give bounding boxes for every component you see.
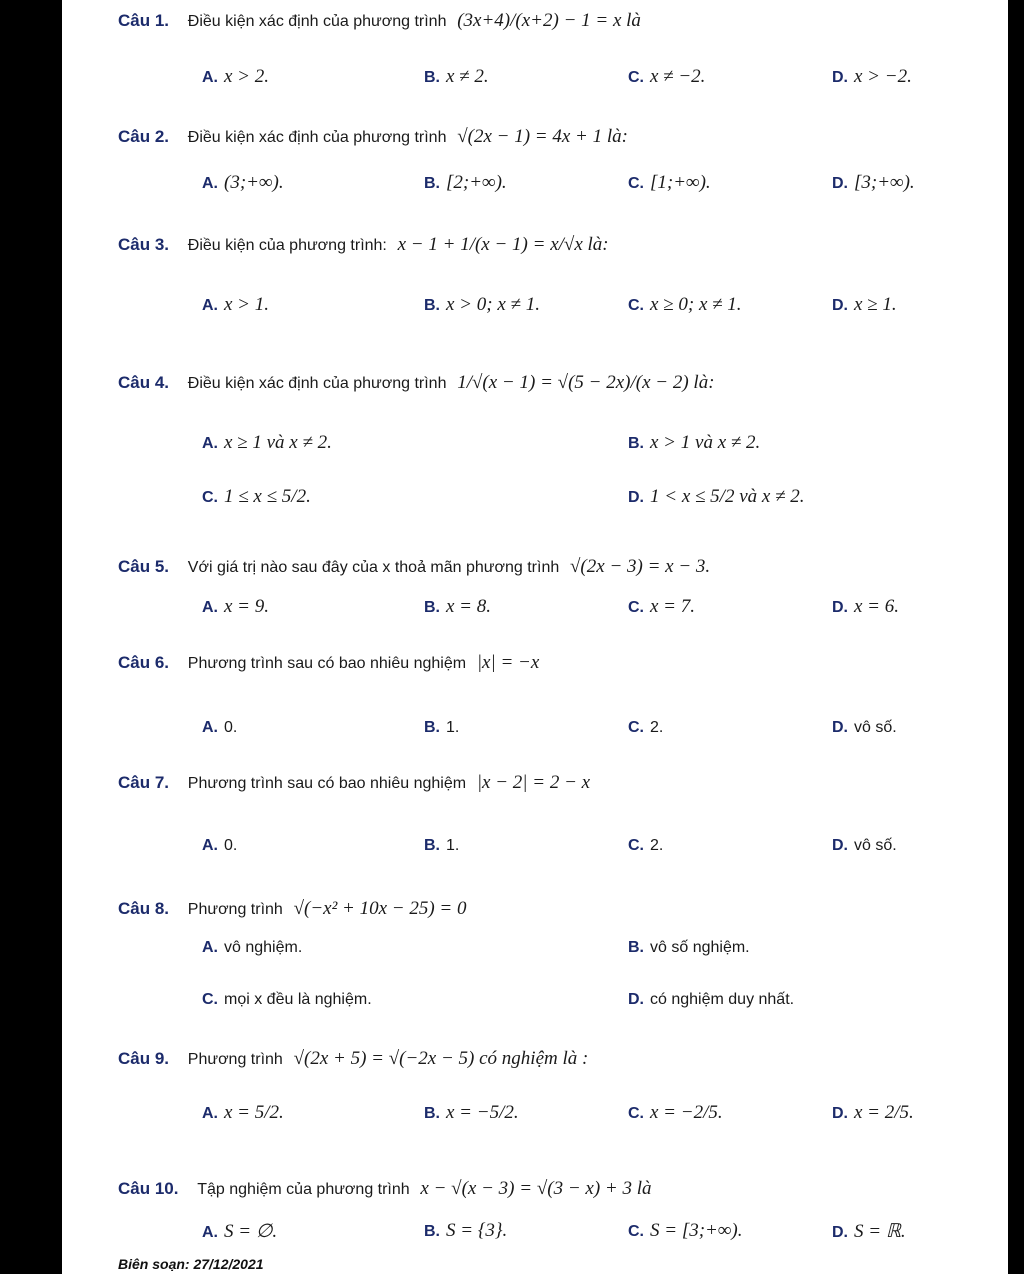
- option-b[interactable]: B. vô số nghiệm.: [628, 939, 750, 956]
- option-a[interactable]: A. x > 1.: [202, 294, 270, 315]
- option-b[interactable]: B. 1.: [424, 837, 460, 854]
- question-math: x − 1 + 1/(x − 1) = x/√x là:: [397, 234, 609, 255]
- question-math: |x − 2| = 2 − x: [476, 772, 591, 793]
- options-row: [202, 1220, 1002, 1250]
- question-stem: Phương trình: [187, 1051, 283, 1068]
- compiled-date-footer: Biên soạn: 27/12/2021: [118, 1256, 264, 1272]
- option-d[interactable]: D. S = ℝ.: [832, 1221, 906, 1242]
- options-row: [202, 294, 1002, 324]
- question-stem: Điều kiện xác định của phương trình: [187, 375, 447, 392]
- question-math: 1/√(x − 1) = √(5 − 2x)/(x − 2) là:: [457, 372, 715, 393]
- option-d[interactable]: D. x = 2/5.: [832, 1102, 914, 1123]
- option-b[interactable]: B. x ≠ 2.: [424, 66, 489, 87]
- option-d[interactable]: D. 1 < x ≤ 5/2 và x ≠ 2.: [628, 486, 805, 507]
- question-math: √(−x² + 10x − 25) = 0: [293, 898, 467, 919]
- question-stem: Phương trình sau có bao nhiêu nghiệm: [187, 775, 467, 792]
- option-c[interactable]: C. x = −2/5.: [628, 1102, 723, 1123]
- question-5: [118, 556, 710, 578]
- option-d[interactable]: D. vô số.: [832, 837, 897, 854]
- option-c[interactable]: C. 2.: [628, 719, 664, 736]
- question-math: √(2x + 5) = √(−2x − 5) có nghiệm là :: [293, 1048, 589, 1069]
- options-row: [202, 988, 1002, 1018]
- option-a[interactable]: A. 0.: [202, 837, 238, 854]
- question-label: Câu 5.: [118, 557, 170, 576]
- option-b[interactable]: B. S = {3}.: [424, 1220, 508, 1241]
- question-10: [118, 1178, 652, 1200]
- options-row: [202, 936, 1002, 966]
- question-stem: Điều kiện xác định của phương trình: [187, 129, 447, 146]
- option-a[interactable]: A. x = 9.: [202, 596, 270, 617]
- question-stem: Phương trình sau có bao nhiêu nghiệm: [187, 655, 467, 672]
- option-d[interactable]: D. vô số.: [832, 719, 897, 736]
- option-c[interactable]: C. x ≥ 0; x ≠ 1.: [628, 294, 742, 315]
- options-row: [202, 716, 1002, 746]
- options-row: [202, 596, 1002, 626]
- option-a[interactable]: A. x ≥ 1 và x ≠ 2.: [202, 432, 332, 453]
- option-c[interactable]: C. 1 ≤ x ≤ 5/2.: [202, 486, 311, 507]
- question-1: [118, 10, 641, 32]
- option-c[interactable]: C. S = [3;+∞).: [628, 1220, 743, 1241]
- options-row: [202, 486, 1002, 516]
- question-math: √(2x − 1) = 4x + 1 là:: [457, 126, 628, 147]
- question-label: Câu 3.: [118, 235, 170, 254]
- options-row: [202, 432, 1002, 462]
- options-row: [202, 172, 1002, 202]
- question-label: Câu 1.: [118, 11, 170, 30]
- option-c[interactable]: C. x ≠ −2.: [628, 66, 706, 87]
- question-label: Câu 10.: [118, 1179, 179, 1198]
- question-6: [118, 652, 539, 674]
- question-2: [118, 126, 628, 148]
- left-black-border: [0, 0, 62, 1274]
- option-a[interactable]: A. 0.: [202, 719, 238, 736]
- question-4: [118, 372, 715, 394]
- question-stem: Với giá trị nào sau đây của x thoả mãn phương trình: [187, 559, 560, 576]
- option-a[interactable]: A. vô nghiệm.: [202, 939, 303, 956]
- question-9: [118, 1048, 588, 1070]
- question-stem: Điều kiện của phương trình:: [187, 237, 387, 254]
- right-black-border: [1008, 0, 1024, 1274]
- option-c[interactable]: C. x = 7.: [628, 596, 696, 617]
- question-label: Câu 2.: [118, 127, 170, 146]
- question-label: Câu 9.: [118, 1049, 170, 1068]
- option-a[interactable]: A. S = ∅.: [202, 1221, 278, 1242]
- options-row: [202, 1102, 1002, 1132]
- option-b[interactable]: B. x > 1 và x ≠ 2.: [628, 432, 761, 453]
- question-7: [118, 772, 590, 794]
- option-c[interactable]: C. [1;+∞).: [628, 172, 711, 193]
- option-b[interactable]: B. 1.: [424, 719, 460, 736]
- question-stem: Điều kiện xác định của phương trình: [187, 13, 447, 30]
- option-d[interactable]: D. x > −2.: [832, 66, 912, 87]
- question-label: Câu 6.: [118, 653, 170, 672]
- option-d[interactable]: D. x = 6.: [832, 596, 900, 617]
- option-b[interactable]: B. x = 8.: [424, 596, 492, 617]
- options-row: [202, 66, 1002, 96]
- question-math: (3x+4)/(x+2) − 1 = x là: [457, 10, 641, 31]
- option-c[interactable]: C. mọi x đều là nghiệm.: [202, 991, 372, 1008]
- option-a[interactable]: A. (3;+∞).: [202, 172, 284, 193]
- worksheet-page: [62, 0, 1008, 1274]
- option-a[interactable]: A. x = 5/2.: [202, 1102, 284, 1123]
- question-label: Câu 4.: [118, 373, 170, 392]
- question-8: [118, 898, 467, 920]
- options-row: [202, 834, 1002, 864]
- option-b[interactable]: B. x = −5/2.: [424, 1102, 519, 1123]
- question-label: Câu 7.: [118, 773, 170, 792]
- question-math: √(2x − 3) = x − 3.: [570, 556, 711, 577]
- option-b[interactable]: B. [2;+∞).: [424, 172, 507, 193]
- question-label: Câu 8.: [118, 899, 170, 918]
- question-stem: Phương trình: [187, 901, 283, 918]
- option-c[interactable]: C. 2.: [628, 837, 664, 854]
- option-d[interactable]: D. có nghiệm duy nhất.: [628, 991, 795, 1008]
- question-stem: Tập nghiệm của phương trình: [197, 1181, 410, 1198]
- question-math: x − √(x − 3) = √(3 − x) + 3 là: [420, 1178, 652, 1199]
- option-a[interactable]: A. x > 2.: [202, 66, 270, 87]
- option-d[interactable]: D. x ≥ 1.: [832, 294, 897, 315]
- question-3: [118, 234, 609, 256]
- option-b[interactable]: B. x > 0; x ≠ 1.: [424, 294, 540, 315]
- question-math: |x| = −x: [476, 652, 540, 673]
- option-d[interactable]: D. [3;+∞).: [832, 172, 915, 193]
